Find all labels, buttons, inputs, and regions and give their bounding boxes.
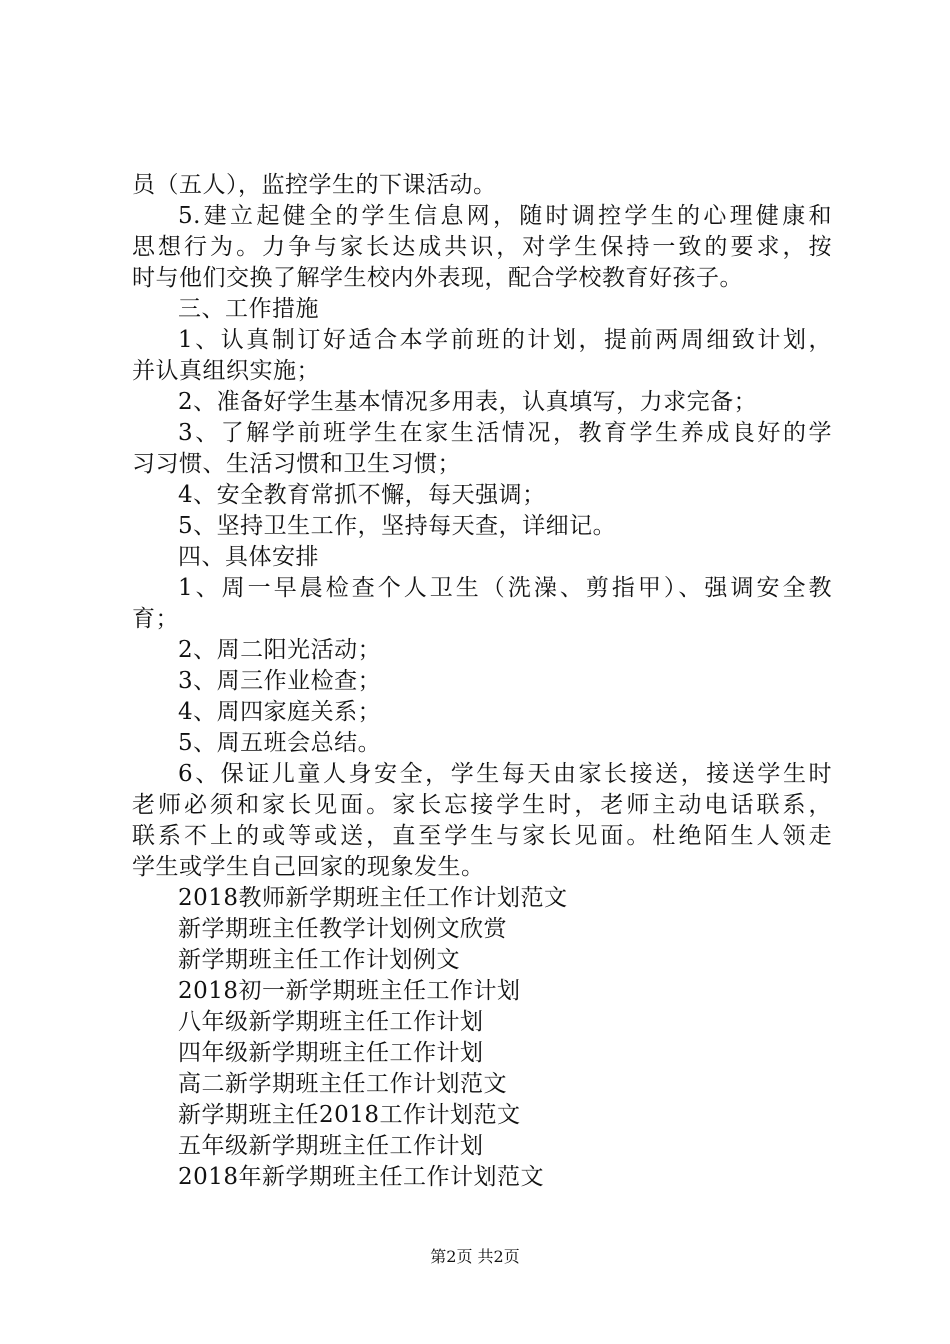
page-footer bbox=[0, 1244, 950, 1267]
text-line: 习习惯、生活习惯和卫生习惯； bbox=[132, 451, 461, 477]
text-line: 四年级新学期班主任工作计划 bbox=[178, 1040, 484, 1066]
text-line: 6、保证儿童人身安全，学生每天由家长接送，接送学生时 bbox=[178, 761, 832, 787]
text-line: 新学期班主任教学计划例文欣赏 bbox=[178, 916, 507, 942]
text-line: 5.建立起健全的学生信息网，随时调控学生的心理健康和 bbox=[178, 203, 832, 229]
text-line: 老师必须和家长见面。家长忘接学生时，老师主动电话联系， bbox=[132, 792, 832, 818]
text-line: 2018教师新学期班主任工作计划范文 bbox=[178, 885, 568, 911]
text-line: 育； bbox=[132, 606, 179, 632]
text-line: 新学期班主任工作计划例文 bbox=[178, 947, 460, 973]
text-line: 五年级新学期班主任工作计划 bbox=[178, 1133, 484, 1159]
document-body bbox=[132, 170, 832, 1193]
page-number: 第2页 共2页 bbox=[430, 1247, 520, 1266]
text-line: 2、周二阳光活动； bbox=[178, 637, 382, 663]
text-line: 员（五人），监控学生的下课活动。 bbox=[132, 172, 497, 198]
text-line: 5、周五班会总结。 bbox=[178, 730, 382, 756]
text-line: 三、工作措施 bbox=[178, 296, 319, 322]
text-line: 高二新学期班主任工作计划范文 bbox=[178, 1071, 507, 1097]
text-line: 5、坚持卫生工作，坚持每天查，详细记。 bbox=[178, 513, 617, 539]
text-line: 思想行为。力争与家长达成共识，对学生保持一致的要求，按 bbox=[132, 234, 832, 260]
text-line: 2018初一新学期班主任工作计划 bbox=[178, 978, 521, 1004]
text-line: 新学期班主任2018工作计划范文 bbox=[178, 1102, 521, 1128]
text-line: 联系不上的或等或送，直至学生与家长见面。杜绝陌生人领走 bbox=[132, 823, 832, 849]
text-line: 4、周四家庭关系； bbox=[178, 699, 382, 725]
text-line: 时与他们交换了解学生校内外表现，配合学校教育好孩子。 bbox=[132, 265, 743, 291]
text-line: 4、安全教育常抓不懈，每天强调； bbox=[178, 482, 546, 508]
text-line: 2、准备好学生基本情况多用表，认真填写，力求完备； bbox=[178, 389, 758, 415]
text-line: 四、具体安排 bbox=[178, 544, 319, 570]
text-line: 3、周三作业检查； bbox=[178, 668, 382, 694]
text-line: 1、认真制订好适合本学前班的计划，提前两周细致计划， bbox=[178, 327, 832, 353]
text-line: 1、周一早晨检查个人卫生（洗澡、剪指甲）、强调安全教 bbox=[178, 575, 832, 601]
text-line: 并认真组织实施； bbox=[132, 358, 320, 384]
text-line: 学生或学生自己回家的现象发生。 bbox=[132, 854, 485, 880]
text-line: 2018年新学期班主任工作计划范文 bbox=[178, 1164, 545, 1190]
text-line: 3、了解学前班学生在家生活情况，教育学生养成良好的学 bbox=[178, 420, 832, 446]
text-line: 八年级新学期班主任工作计划 bbox=[178, 1009, 484, 1035]
